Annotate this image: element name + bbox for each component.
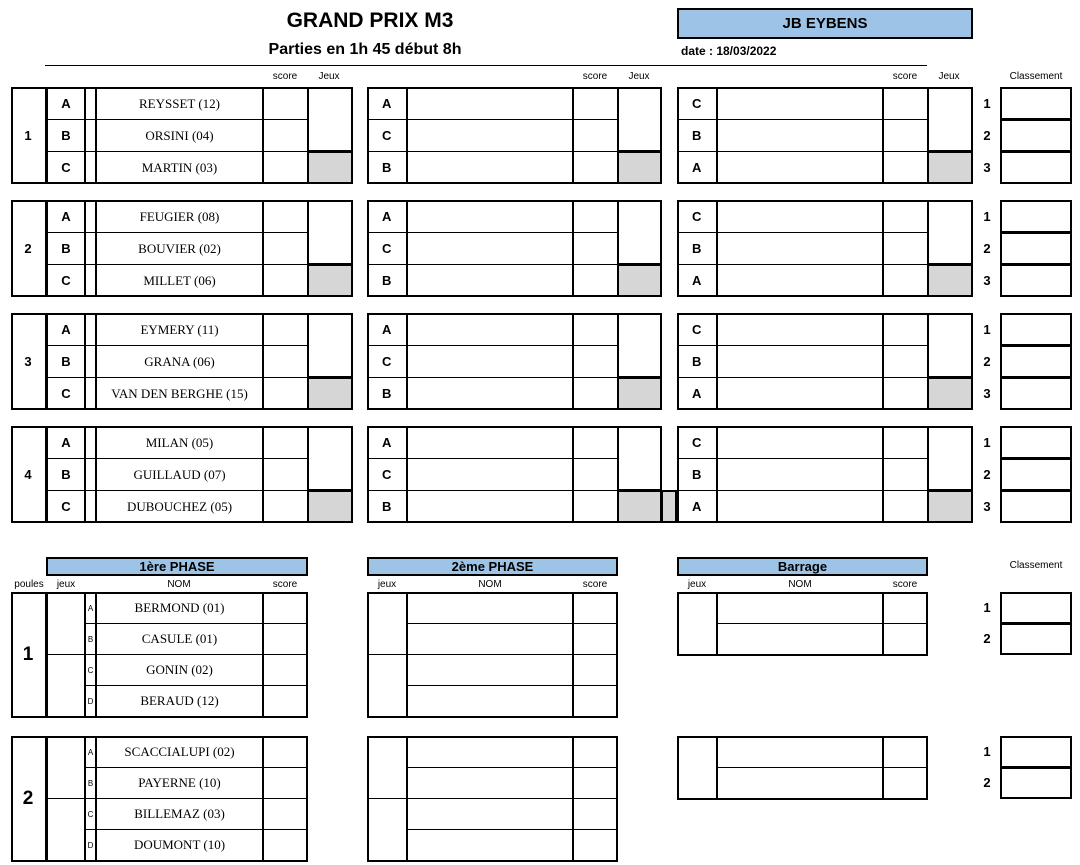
poule-player-letter: C [85,654,96,686]
round2-score-cell[interactable] [573,458,618,491]
poule-score-cell[interactable] [263,767,308,799]
narrow-cell [85,345,96,378]
round2-score-cell[interactable] [573,119,618,152]
rank-number: 2 [983,466,991,482]
phase2-name-cell[interactable] [407,798,573,830]
narrow-cell [85,119,96,152]
round3-letter: C [677,87,717,120]
barrage-score-cell[interactable] [883,623,928,655]
final-rank-number: 2 [983,631,991,646]
header-divider [45,65,927,66]
poule-player-name: BERAUD (12) [96,685,263,717]
score-cell[interactable] [263,313,308,346]
round3-jeux-cell[interactable] [927,426,973,491]
round3-jeux-gray-cell [927,264,973,297]
round2-jeux-cell[interactable] [617,87,662,152]
phase2-score-cell[interactable] [573,736,618,768]
poule-player-letter: C [85,798,96,830]
round2-score-cell[interactable] [573,200,618,233]
player-name: VAN DEN BERGHE (15) [96,377,263,410]
round2-score-cell[interactable] [573,345,618,378]
player-letter: C [47,490,85,523]
rank-number: 1 [983,208,991,224]
round3-letter: C [677,426,717,459]
round3-jeux-gray-cell [927,490,973,523]
group-number: 3 [11,313,47,410]
phase2-jeux-header: jeux [377,579,397,590]
jeux-cell[interactable] [307,426,353,491]
round3-letter: A [677,264,717,297]
score-cell[interactable] [263,264,308,297]
round3-name-cell[interactable] [717,151,883,184]
round3-letter: B [677,345,717,378]
narrow-cell [85,490,96,523]
poule-number: 2 [11,736,47,862]
round3-score-cell[interactable] [883,345,928,378]
round3-name-cell[interactable] [717,119,883,152]
phase2-jeux-cell[interactable] [367,654,407,718]
poule-player-name: BERMOND (01) [96,592,263,624]
poule-score-cell[interactable] [263,592,308,624]
round2-letter: A [367,87,407,120]
player-name: GRANA (06) [96,345,263,378]
phase2-score-cell[interactable] [573,685,618,717]
poule-player-name: CASULE (01) [96,623,263,655]
rank-cell[interactable] [1000,458,1072,491]
event-date: date : 18/03/2022 [681,44,777,58]
round3-score-cell[interactable] [883,377,928,410]
player-letter: B [47,345,85,378]
round2-name-cell[interactable] [407,232,573,265]
round2-name-cell[interactable] [407,200,573,233]
rank-cell[interactable] [1000,87,1072,120]
round2-name-cell[interactable] [407,151,573,184]
player-name: BOUVIER (02) [96,232,263,265]
player-letter: C [47,151,85,184]
poule-player-letter: A [85,736,96,768]
phase-classement-header: Classement [1009,560,1063,571]
poule-player-name: GONIN (02) [96,654,263,686]
round2-score-cell[interactable] [573,313,618,346]
phase1-jeux-header: jeux [56,579,76,590]
round2-name-cell[interactable] [407,490,573,523]
round2-score-cell[interactable] [573,264,618,297]
round2-letter: C [367,458,407,491]
poule-player-letter: A [85,592,96,624]
phase2-name-cell[interactable] [407,829,573,861]
phase1-title: 1ère PHASE [46,557,308,576]
round3-score-cell[interactable] [883,313,928,346]
round2-score-cell[interactable] [573,232,618,265]
phase2-score-cell[interactable] [573,592,618,624]
rank-number: 3 [983,159,991,175]
col-header-jeux-3: Jeux [938,71,960,82]
jeux-cell[interactable] [307,87,353,152]
rank-cell[interactable] [1000,151,1072,184]
round2-letter: B [367,151,407,184]
narrow-cell [85,313,96,346]
final-rank-cell[interactable] [1000,592,1072,624]
barrage-name-cell[interactable] [717,592,883,624]
round2-name-cell[interactable] [407,426,573,459]
player-name: MILLET (06) [96,264,263,297]
rank-number: 3 [983,498,991,514]
barrage-name-cell[interactable] [717,767,883,799]
round2-score-cell[interactable] [573,151,618,184]
score-cell[interactable] [263,345,308,378]
round2-letter: C [367,232,407,265]
rank-cell[interactable] [1000,490,1072,523]
round3-score-cell[interactable] [883,119,928,152]
round3-score-cell[interactable] [883,264,928,297]
round3-score-cell[interactable] [883,490,928,523]
narrow-cell [85,377,96,410]
round2-letter: B [367,377,407,410]
round2-score-cell[interactable] [573,87,618,120]
round3-letter: C [677,200,717,233]
player-letter: B [47,119,85,152]
score-cell[interactable] [263,200,308,233]
round2-letter: A [367,200,407,233]
player-name: FEUGIER (08) [96,200,263,233]
poule-jeux-cell[interactable] [47,736,85,799]
poules-header: poules [14,579,44,590]
jeux-cell[interactable] [307,313,353,378]
round3-name-cell[interactable] [717,232,883,265]
round2-letter: C [367,119,407,152]
poule-score-cell[interactable] [263,623,308,655]
rank-cell[interactable] [1000,232,1072,265]
barrage-name-cell[interactable] [717,736,883,768]
poule-player-letter: B [85,623,96,655]
barrage-name-cell[interactable] [717,623,883,655]
round2-name-cell[interactable] [407,377,573,410]
score-cell[interactable] [263,426,308,459]
poule-jeux-cell[interactable] [47,654,85,718]
player-name: ORSINI (04) [96,119,263,152]
score-cell[interactable] [263,119,308,152]
round3-name-cell[interactable] [717,458,883,491]
phase1-score-header: score [272,579,298,590]
phase2-title: 2ème PHASE [367,557,618,576]
round3-jeux-cell[interactable] [927,200,973,265]
rank-number: 2 [983,127,991,143]
jeux-gray-cell [307,490,353,523]
col-header-score-3: score [892,71,918,82]
player-name: DUBOUCHEZ (05) [96,490,263,523]
player-letter: C [47,264,85,297]
round3-letter: A [677,151,717,184]
score-cell[interactable] [263,458,308,491]
barrage-title: Barrage [677,557,928,576]
jeux-cell[interactable] [307,200,353,265]
barrage-jeux-cell[interactable] [677,592,717,656]
phase2-score-cell[interactable] [573,654,618,686]
round2-name-cell[interactable] [407,458,573,491]
final-rank-cell[interactable] [1000,736,1072,768]
jeux-gray-cell [307,264,353,297]
phase2-name-cell[interactable] [407,654,573,686]
rank-number: 1 [983,321,991,337]
round2-name-cell[interactable] [407,313,573,346]
player-letter: A [47,87,85,120]
poule-player-letter: D [85,829,96,861]
phase2-nom-header: NOM [478,579,502,590]
narrow-cell [85,87,96,120]
phase2-name-cell[interactable] [407,592,573,624]
round2-letter: A [367,426,407,459]
col-header-score-2: score [582,71,608,82]
player-letter: C [47,377,85,410]
score-cell[interactable] [263,490,308,523]
round2-jeux-gray-cell [617,264,662,297]
player-letter: B [47,458,85,491]
final-rank-number: 1 [983,600,991,615]
page-title: GRAND PRIX M3 [286,9,454,32]
round2-jeux-cell[interactable] [617,426,662,491]
group-number: 1 [11,87,47,184]
phase2-jeux-cell[interactable] [367,798,407,862]
score-cell[interactable] [263,151,308,184]
round2-letter: A [367,313,407,346]
narrow-cell [85,151,96,184]
round3-jeux-gray-cell [927,151,973,184]
barrage-jeux-cell[interactable] [677,736,717,800]
round2-letter: B [367,264,407,297]
rank-number: 3 [983,385,991,401]
rank-cell[interactable] [1000,345,1072,378]
barrage-jeux-header: jeux [687,579,707,590]
poule-player-name: PAYERNE (10) [96,767,263,799]
phase2-jeux-cell[interactable] [367,592,407,655]
round3-name-cell[interactable] [717,426,883,459]
rank-cell[interactable] [1000,377,1072,410]
player-letter: A [47,313,85,346]
barrage-score-header: score [892,579,918,590]
round2-score-cell[interactable] [573,490,618,523]
phase2-score-cell[interactable] [573,829,618,861]
round3-score-cell[interactable] [883,458,928,491]
round2-name-cell[interactable] [407,345,573,378]
final-rank-number: 1 [983,744,991,759]
round3-name-cell[interactable] [717,87,883,120]
phase1-nom-header: NOM [167,579,191,590]
group-number: 2 [11,200,47,297]
narrow-cell [85,458,96,491]
jeux-gray-cell [307,377,353,410]
poule-jeux-cell[interactable] [47,798,85,862]
player-letter: A [47,426,85,459]
round3-jeux-cell[interactable] [927,87,973,152]
round3-letter: A [677,490,717,523]
round2-jeux-cell[interactable] [617,313,662,378]
poule-player-letter: D [85,685,96,717]
round3-score-cell[interactable] [883,232,928,265]
phase2-jeux-cell[interactable] [367,736,407,799]
group-number: 4 [11,426,47,523]
rank-cell[interactable] [1000,264,1072,297]
round2-jeux-gray-cell [617,377,662,410]
round3-name-cell[interactable] [717,345,883,378]
player-letter: A [47,200,85,233]
col-header-jeux-2: Jeux [628,71,650,82]
barrage-nom-header: NOM [788,579,812,590]
narrow-cell [85,264,96,297]
narrow-cell [85,200,96,233]
col-header-jeux-1: Jeux [318,71,340,82]
barrage-score-cell[interactable] [883,736,928,768]
rank-cell[interactable] [1000,119,1072,152]
score-cell[interactable] [263,377,308,410]
round3-name-cell[interactable] [717,313,883,346]
poule-player-name: BILLEMAZ (03) [96,798,263,830]
poule-score-cell[interactable] [263,685,308,717]
rank-number: 1 [983,434,991,450]
round3-score-cell[interactable] [883,87,928,120]
narrow-cell [85,232,96,265]
rank-number: 2 [983,240,991,256]
round2-letter: B [367,490,407,523]
round3-name-cell[interactable] [717,490,883,523]
round3-score-cell[interactable] [883,200,928,233]
round3-score-cell[interactable] [883,151,928,184]
round3-letter: C [677,313,717,346]
col-header-score-1: score [272,71,298,82]
phase2-score-header: score [582,579,608,590]
score-cell[interactable] [263,232,308,265]
poule-number: 1 [11,592,47,718]
poule-jeux-cell[interactable] [47,592,85,655]
barrage-score-cell[interactable] [883,767,928,799]
player-name: REYSSET (12) [96,87,263,120]
rank-number: 1 [983,95,991,111]
col-header-classement: Classement [1009,71,1063,82]
round3-name-cell[interactable] [717,200,883,233]
round3-jeux-gray-cell [927,377,973,410]
round3-letter: B [677,119,717,152]
barrage-score-cell[interactable] [883,592,928,624]
final-rank-cell[interactable] [1000,767,1072,799]
round2-jeux-cell[interactable] [617,200,662,265]
player-letter: B [47,232,85,265]
round3-letter: A [677,377,717,410]
round3-jeux-cell[interactable] [927,313,973,378]
round2-name-cell[interactable] [407,264,573,297]
round3-letter: B [677,232,717,265]
rank-number: 3 [983,272,991,288]
phase2-score-cell[interactable] [573,798,618,830]
player-name: MILAN (05) [96,426,263,459]
poule-score-cell[interactable] [263,736,308,768]
poule-player-name: DOUMONT (10) [96,829,263,861]
phase2-name-cell[interactable] [407,767,573,799]
rank-cell[interactable] [1000,313,1072,346]
rank-number: 2 [983,353,991,369]
jeux-gray-cell [307,151,353,184]
round2-score-cell[interactable] [573,377,618,410]
poule-score-cell[interactable] [263,798,308,830]
player-name: GUILLAUD (07) [96,458,263,491]
narrow-cell [85,426,96,459]
player-name: MARTIN (03) [96,151,263,184]
final-rank-cell[interactable] [1000,623,1072,655]
round2-letter: C [367,345,407,378]
round2-jeux-gray-cell [617,151,662,184]
poule-score-cell[interactable] [263,829,308,861]
rank-cell[interactable] [1000,200,1072,233]
phase2-name-cell[interactable] [407,685,573,717]
poule-player-name: SCACCIALUPI (02) [96,736,263,768]
schedule-subtitle: Parties en 1h 45 début 8h [268,41,462,58]
round2-name-cell[interactable] [407,87,573,120]
round3-name-cell[interactable] [717,377,883,410]
rank-cell[interactable] [1000,426,1072,459]
phase2-score-cell[interactable] [573,767,618,799]
round3-score-cell[interactable] [883,426,928,459]
extra-gray-cell [661,490,677,523]
round3-name-cell[interactable] [717,264,883,297]
round2-jeux-gray-cell [617,490,662,523]
round3-letter: B [677,458,717,491]
phase2-name-cell[interactable] [407,623,573,655]
round2-score-cell[interactable] [573,426,618,459]
player-name: EYMERY (11) [96,313,263,346]
club-name-box: JB EYBENS [677,8,973,39]
poule-player-letter: B [85,767,96,799]
score-cell[interactable] [263,87,308,120]
phase2-score-cell[interactable] [573,623,618,655]
poule-score-cell[interactable] [263,654,308,686]
final-rank-number: 2 [983,775,991,790]
round2-name-cell[interactable] [407,119,573,152]
phase2-name-cell[interactable] [407,736,573,768]
